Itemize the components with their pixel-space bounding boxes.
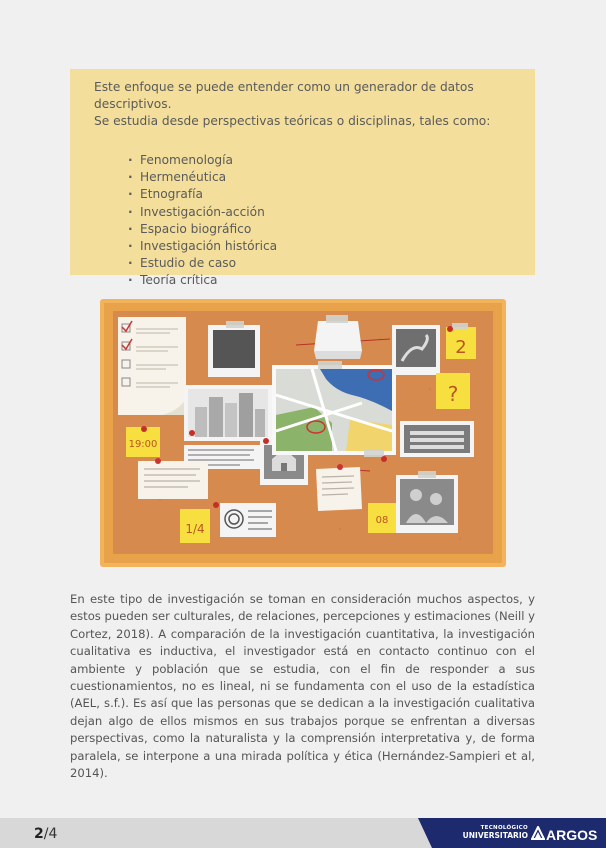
people-photo <box>396 471 458 533</box>
list-item: · Etnografía <box>128 186 521 203</box>
note-text: ? <box>447 382 459 406</box>
list-item: · Espacio biográfico <box>128 221 521 238</box>
fingerprint-card <box>220 503 276 537</box>
brand-name: ARGOS <box>546 827 598 843</box>
list-item: · Estudio de caso <box>128 255 521 272</box>
note-text: 19:00 <box>128 439 158 450</box>
brand-big-text: UNIVERSITARIO <box>462 831 528 840</box>
callout-intro-line2: Se estudia desde perspectivas teóricas o disciplinas, tales como: <box>94 114 491 128</box>
sticky-note-08 <box>368 503 396 533</box>
page-total: /4 <box>43 826 58 842</box>
list-item: · Fenomenología <box>128 152 521 169</box>
sticky-note-quarter <box>180 509 210 543</box>
torn-note <box>138 458 208 499</box>
folded-paper <box>314 315 362 359</box>
checklist-note <box>118 317 186 415</box>
crumpled-note <box>316 464 362 511</box>
page-current: 2 <box>34 826 44 842</box>
list-item: · Investigación-acción <box>128 204 521 221</box>
city-map <box>272 361 396 457</box>
argos-logo-icon <box>531 826 545 840</box>
lizard-photo <box>392 325 440 375</box>
list-item: · Teoría crítica <box>128 272 521 289</box>
callout-intro-line1: Este enfoque se puede entender como un generador de datos descriptivos. <box>94 80 474 111</box>
note-text: 08 <box>375 515 389 526</box>
city-photo <box>184 385 272 441</box>
note-text: 1/4 <box>185 522 205 536</box>
page-indicator <box>34 826 57 842</box>
keyboard-photo <box>400 421 474 457</box>
info-callout <box>70 69 535 288</box>
list-item: · Hermenéutica <box>128 169 521 186</box>
brand-small-text: TECNOLÓGICO <box>480 825 528 831</box>
list-item: · Investigación histórica <box>128 238 521 255</box>
perspectives-list <box>128 152 521 290</box>
body-paragraph: En este tipo de investigación se toman en consideración muchos aspectos, y estos pueden ser culturales, de relaciones, percepciones y estimaciones (Neill y Cortez, 2018). A comparación de la investigación cuantitativa, la investigación cualitativa es inductiva, el investigador está en contacto continuo con el ambiente y población que se estudia, con el fin de responder a sus cuestionamientos, no es lineal, ni se fundamenta con el uso de la estadística (AEL, s.f.). Es así que las personas que se dedican a la investigación cualitativa dejan algo de ellos mismos en sus trabajos porque se enfrentan a diversas perspectivas, como la naturalista y la comprensión interpretativa y, de forma paralela, se interpone a una mirada política y ética (Hernández-Sampieri et al, 2014). <box>70 592 535 781</box>
corkboard-illustration <box>100 299 506 567</box>
note-text: 2 <box>455 337 467 358</box>
dark-photo <box>208 321 260 377</box>
sticky-note-question <box>436 373 470 409</box>
